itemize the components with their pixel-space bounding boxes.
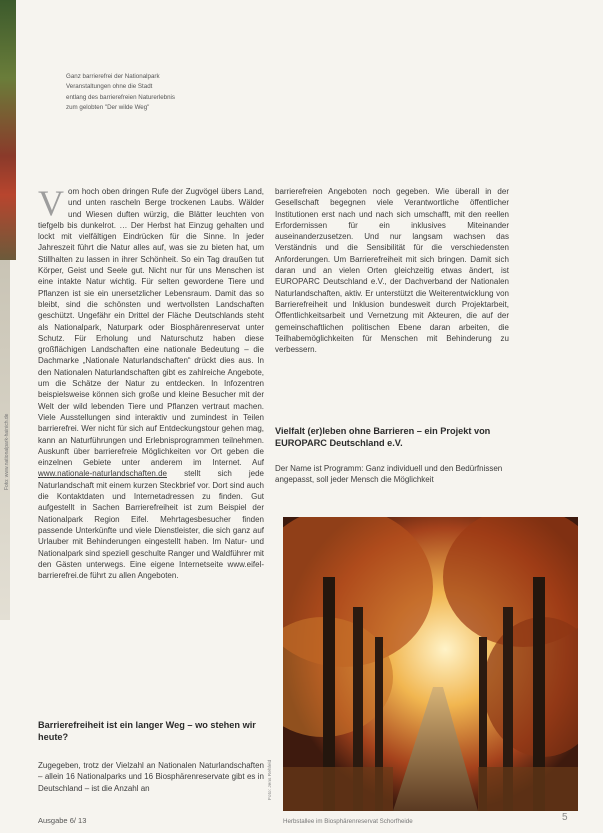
website-link[interactable]: www.nationale-naturlandschaften.de — [38, 469, 167, 479]
section-intro-vielfalt: Der Name ist Programm: Ganz individuell und den Bedürfnissen angepasst, soll jeder Mensch die Möglichkeit — [275, 464, 503, 485]
caption-line: Ganz barrierefrei der Nationalpark — [66, 73, 160, 80]
article-left-column — [38, 183, 264, 581]
section-heading-barrierefreiheit: Barrierefreiheit ist ein langer Weg – wo stehen wir heute? — [38, 720, 256, 742]
caption-line: zum gelobten "Der wilde Weg" — [66, 104, 150, 112]
section-heading-vielfalt: Vielfalt (er)leben ohne Barrieren – ein Projekt von EUROPARC Deutschland e.V. — [275, 426, 491, 448]
autumn-avenue-illustration — [283, 517, 578, 811]
intro-paragraph: om hoch oben dringen Rufe der Zugvögel übers Land, und unten rascheln Berge trockenen Laubs. Wälder und Wiesen duften würzig, die Blätter leuchten von tiefgelb bis dunkelrot. … Der Herbst hat Einzug gehalten und lockt mit vielfältigen Eindrücken für die Sinne. In jeder Jahreszeit führt die Natur alles auf, was sie zu bieten hat, um Stillhalten zu lassen in ihrer Schönheit. So ein Tag draußen tut Körper, Geist und Seele gut. Nicht nur für uns Menschen ist eine intakte Natur wichtig. Für selten gewordene Tiere und Pflanzen ist sie ein unersetzlicher Lebensraum. Damit das so bleibt, sind die schönsten und wertvollsten Landschaften geschützt. Ungefähr ein Drittel der Fläche Deutschlands steht als Nationalpark, Naturpark oder Biosphärenreservat unter Schutz. Für Erholung und Naturschutz haben diese großflächigen Landschaften eine nationale Bedeutung – die Dachmarke „Nationale Naturlandschaften“ drückt dies aus. In den Nationalen Naturlandschaften gibt es zahlreiche Angebote, um die Schätze der Natur zu entdecken. In Infozentren beispielsweise können sich große und kleine Besucher mit der Welt der wild lebenden Tiere und Pflanzen vertraut machen. Viele Ausstellungen sind interaktiv und zumindest in Teilen barrierefrei. Wer nicht für sich auf Entdeckungstour gehen mag, kann an Naturführungen und Erlebnisprogrammen teilnehmen. Auskunft über barrierefreie Möglichkeiten vor Ort geben die einzelnen Gebiete unter anderem im Internet. Auf — [38, 187, 264, 468]
autumn-photo-caption: Herbstallee im Biosphärenreservat Schorfheide — [283, 818, 413, 825]
caption-line: entlang des barrierefreien Naturerlebnis — [66, 93, 176, 101]
caption-line: Veranstaltungen ohne die Stadt — [66, 83, 153, 91]
autumn-photo-credit: Foto: Jens Rehfeld — [268, 759, 273, 800]
left-photo-edge — [0, 0, 16, 260]
autumn-avenue-photo — [283, 517, 578, 811]
section-paragraph-barrierefreiheit: Zugegeben, trotz der Vielzahl an Nationalen Naturlandschaften – allein 16 Nationalparks und 16 Biosphärenreservate gibt es in Deutschland – ist die Anzahl an — [38, 761, 264, 793]
page-number: 5 — [562, 812, 568, 823]
intro-paragraph-continued: stellt sich jede Naturlandschaft mit einem kurzen Steckbrief vor. Dort sind auch die Kontaktdaten und Internetadressen zu finden. Gut aufgestellt in Sachen Barrierefreiheit ist zum Beispiel der Nationalpark Region Eifel. Mehrtagesbesucher finden passende Unterkünfte und viele Dienstleister, die sich ganz auf Urlauber mit Behinderungen eingestellt haben. Im Natur- und Nationalpark sind speziell geschulte Ranger und Waldführer mit den Gästen unterwegs. Eine eigene Internetseite www.eifel-barrierefrei.de führt zu allen Angeboten. — [38, 469, 264, 581]
issue-footer: Ausgabe 6/ 13 — [38, 816, 87, 825]
article-right-column: barrierefreien Angeboten noch gegeben. Wie überall in der Gesellschaft begegnen viele Verantwortliche öffentlicher Institutionen erst nach und nach sich umschafft, mit den reellen Erfordernissen für ein inklusives Miteinander auseinanderzusetzen. Und nur langsam wachsen das Verständnis und die Sensibilität für die verschiedensten Anforderungen. Um Barrierefreiheit mit sich bringen. Damit sich daran und an vielen Orten gleichzeitig etwas ändert, ist EUROPARC Deutschland e.V., der Dachverband der Nationalen Naturlandschaften, aktiv. Er unterstützt die Weiterentwicklung von Barrierefreiheit und Inklusion bundesweit durch Projektarbeit, Öffentlichkeitsarbeit und Vernetzung mit Akteuren, die auf der gemeinschaftlichen politischen Ebene daran arbeiten, die Teilhabemöglichkeiten für Menschen mit Behinderung zu verbessern. — [275, 187, 509, 355]
left-photo-caption — [66, 72, 186, 114]
drop-cap: V — [38, 183, 64, 223]
left-photo-credit: Foto: www.nationalpark-hainich.de — [4, 413, 10, 490]
